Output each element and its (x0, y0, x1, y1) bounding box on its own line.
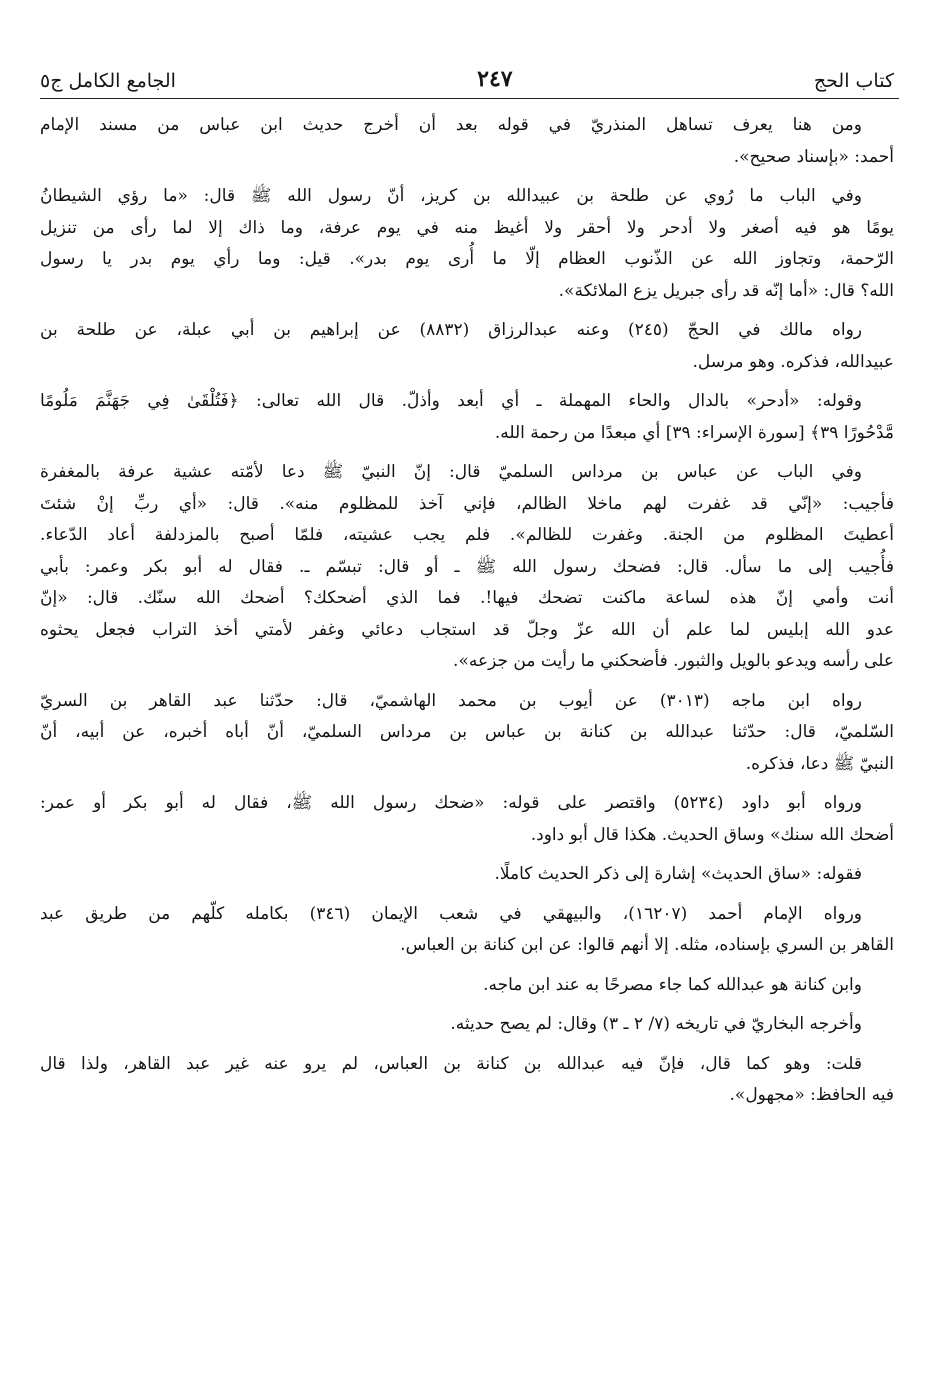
text-line: القاهر بن السري بإسناده، مثله. إلا أنهم قالوا: عن ابن كنانة بن العباس. (400, 935, 894, 955)
text-line: مَّدْحُورًا ٣٩﴾ [سورة الإسراء: ٣٩] أي مبعدًا من رحمة الله. (494, 422, 894, 443)
paragraph (40, 899, 894, 962)
text-line: ورواه أبو داود (٥٢٣٤) واقتصر على قوله: «ضحك رسول الله ﷺ، فقال له أبو بكر أو عمر: (40, 793, 862, 813)
text-line: فأُجيب إلى ما سأل. قال: فضحك رسول الله ﷺ ـ أو قال: تبسّم ـ. فقال له أبو بكر وعمر: بأبي (40, 556, 894, 577)
chapter-title: كتاب الحج (813, 70, 894, 92)
paragraph (40, 970, 894, 1002)
paragraph (40, 110, 894, 173)
paragraph (40, 859, 894, 891)
text-line: وابن كنانة هو عبدالله كما جاء مصرحًا به عند ابن ماجه. (483, 974, 862, 995)
text-line: ومن هنا يعرف تساهل المنذريّ في قوله بعد أن أخرج حديث ابن عباس من مسند الإمام (40, 115, 862, 135)
text-line: عدو الله إبليس لما علم أن الله عزّ وجلّ قد استجاب دعائي وغفر لأمتي أخذ التراب فجعل يحثوه (40, 619, 894, 640)
page-body (40, 110, 894, 1120)
paragraph (40, 1009, 894, 1041)
text-line: قلت: وهو كما قال، فإنّ فيه عبدالله بن كنانة بن العباس، لم يرو عنه غير عبد القاهر، ولذا قال (40, 1053, 862, 1074)
text-line: فيه الحافظ: «مجهول». (729, 1085, 894, 1105)
paragraph (40, 686, 894, 781)
text-line: يومًا هو فيه أصغر ولا أدحر ولا أحقر ولا أغيظ منه في يوم عرفة، وما ذاك إلا لما رأى من تنزيل (40, 217, 894, 238)
paragraph (40, 315, 894, 378)
paragraph (40, 788, 894, 851)
book-title: الجامع الكامل ج٥ (40, 70, 176, 92)
text-line: على رأسه ويدعو بالويل والثبور. فأضحكني ما رأيت من جزعه». (453, 651, 894, 671)
running-header (40, 52, 894, 92)
text-line: عبيدالله، فذكره. وهو مرسل. (692, 351, 894, 372)
text-line: ورواه الإمام أحمد (١٦٢٠٧)، والبيهقي في شعب الإيمان (٣٤٦) بكامله كلّهم من طريق عبد (40, 903, 862, 924)
text-line: الله؟ قال: «أما إنّه قد رأى جبريل يزع الملائكة». (558, 280, 894, 301)
text-line: أعطيتَ المظلوم من الجنة. وغفرت للظالم». فلم يجب عشيته، فلمّا أصبح بالمزدلفة أعاد الدّعاء. (40, 525, 894, 545)
text-line: رواه ابن ماجه (٣٠١٣) عن أيوب بن محمد الهاشميّ، قال: حدّثنا عبد القاهر بن السريّ (40, 690, 863, 711)
paragraph (40, 457, 894, 678)
text-line: وقوله: «أدحر» بالدال والحاء المهملة ـ أي أبعد وأذلّ. قال الله تعالى: ﴿فَتُلْقَىٰ فِي جَهَنَّمَ مَلُومًا (40, 391, 862, 411)
paragraph (40, 181, 894, 307)
text-line: الرّحمة، وتجاوز الله عن الذّنوب العظام إلّا ما أُرى يوم بدر». قيل: وما رأي يوم بدر يا رسول (40, 249, 894, 269)
text-line: وفي الباب عن عباس بن مرداس السلميّ قال: إنّ النبيّ ﷺ دعا لأمّته عشية عرفة بالمغفرة (40, 462, 862, 482)
text-line: فقوله: «ساق الحديث» إشارة إلى ذكر الحديث كاملًا. (494, 864, 862, 884)
text-line: السّلميّ، قال: حدّثنا عبدالله بن كنانة بن عباس بن مرداس السلميّ، أنّ أباه أخبره، عن أبيه، أنّ (40, 722, 894, 742)
paragraph (40, 1049, 894, 1112)
text-line: النبيّ ﷺ دعا، فذكره. (745, 753, 894, 774)
paragraph (40, 386, 894, 449)
text-line: فأجيب: «إنّي قد غفرت لهم ماخلا الظالم، فإني آخذ للمظلوم منه». قال: «أي ربِّ إنْ شئتَ (40, 493, 894, 514)
text-line: رواه مالك في الحجّ (٢٤٥) وعنه عبدالرزاق (٨٨٣٢) عن إبراهيم بن أبي عبلة، عن طلحة بن (40, 320, 862, 340)
header-divider (40, 98, 899, 99)
page-number: ٢٤٧ (477, 66, 513, 92)
text-line: وأخرجه البخاريّ في تاريخه (٧/ ٢ ـ ٣) وقال: لم يصح حديثه. (450, 1014, 862, 1034)
text-line: أحمد: «بإسناد صحيح». (733, 146, 894, 167)
text-line: وفي الباب ما رُوي عن طلحة بن عبيدالله بن كريز، أنّ رسول الله ﷺ قال: «ما رؤي الشيطانُ (40, 186, 862, 206)
text-line: أضحك الله سنك» وساق الحديث. هكذا قال أبو داود. (530, 824, 894, 845)
text-line: أنت وأمي إنّ هذه لساعة ماكنت تضحك فيها!. فما الذي أضحكك؟ أضحك الله سنّك. قال: «إنّ (40, 588, 894, 608)
